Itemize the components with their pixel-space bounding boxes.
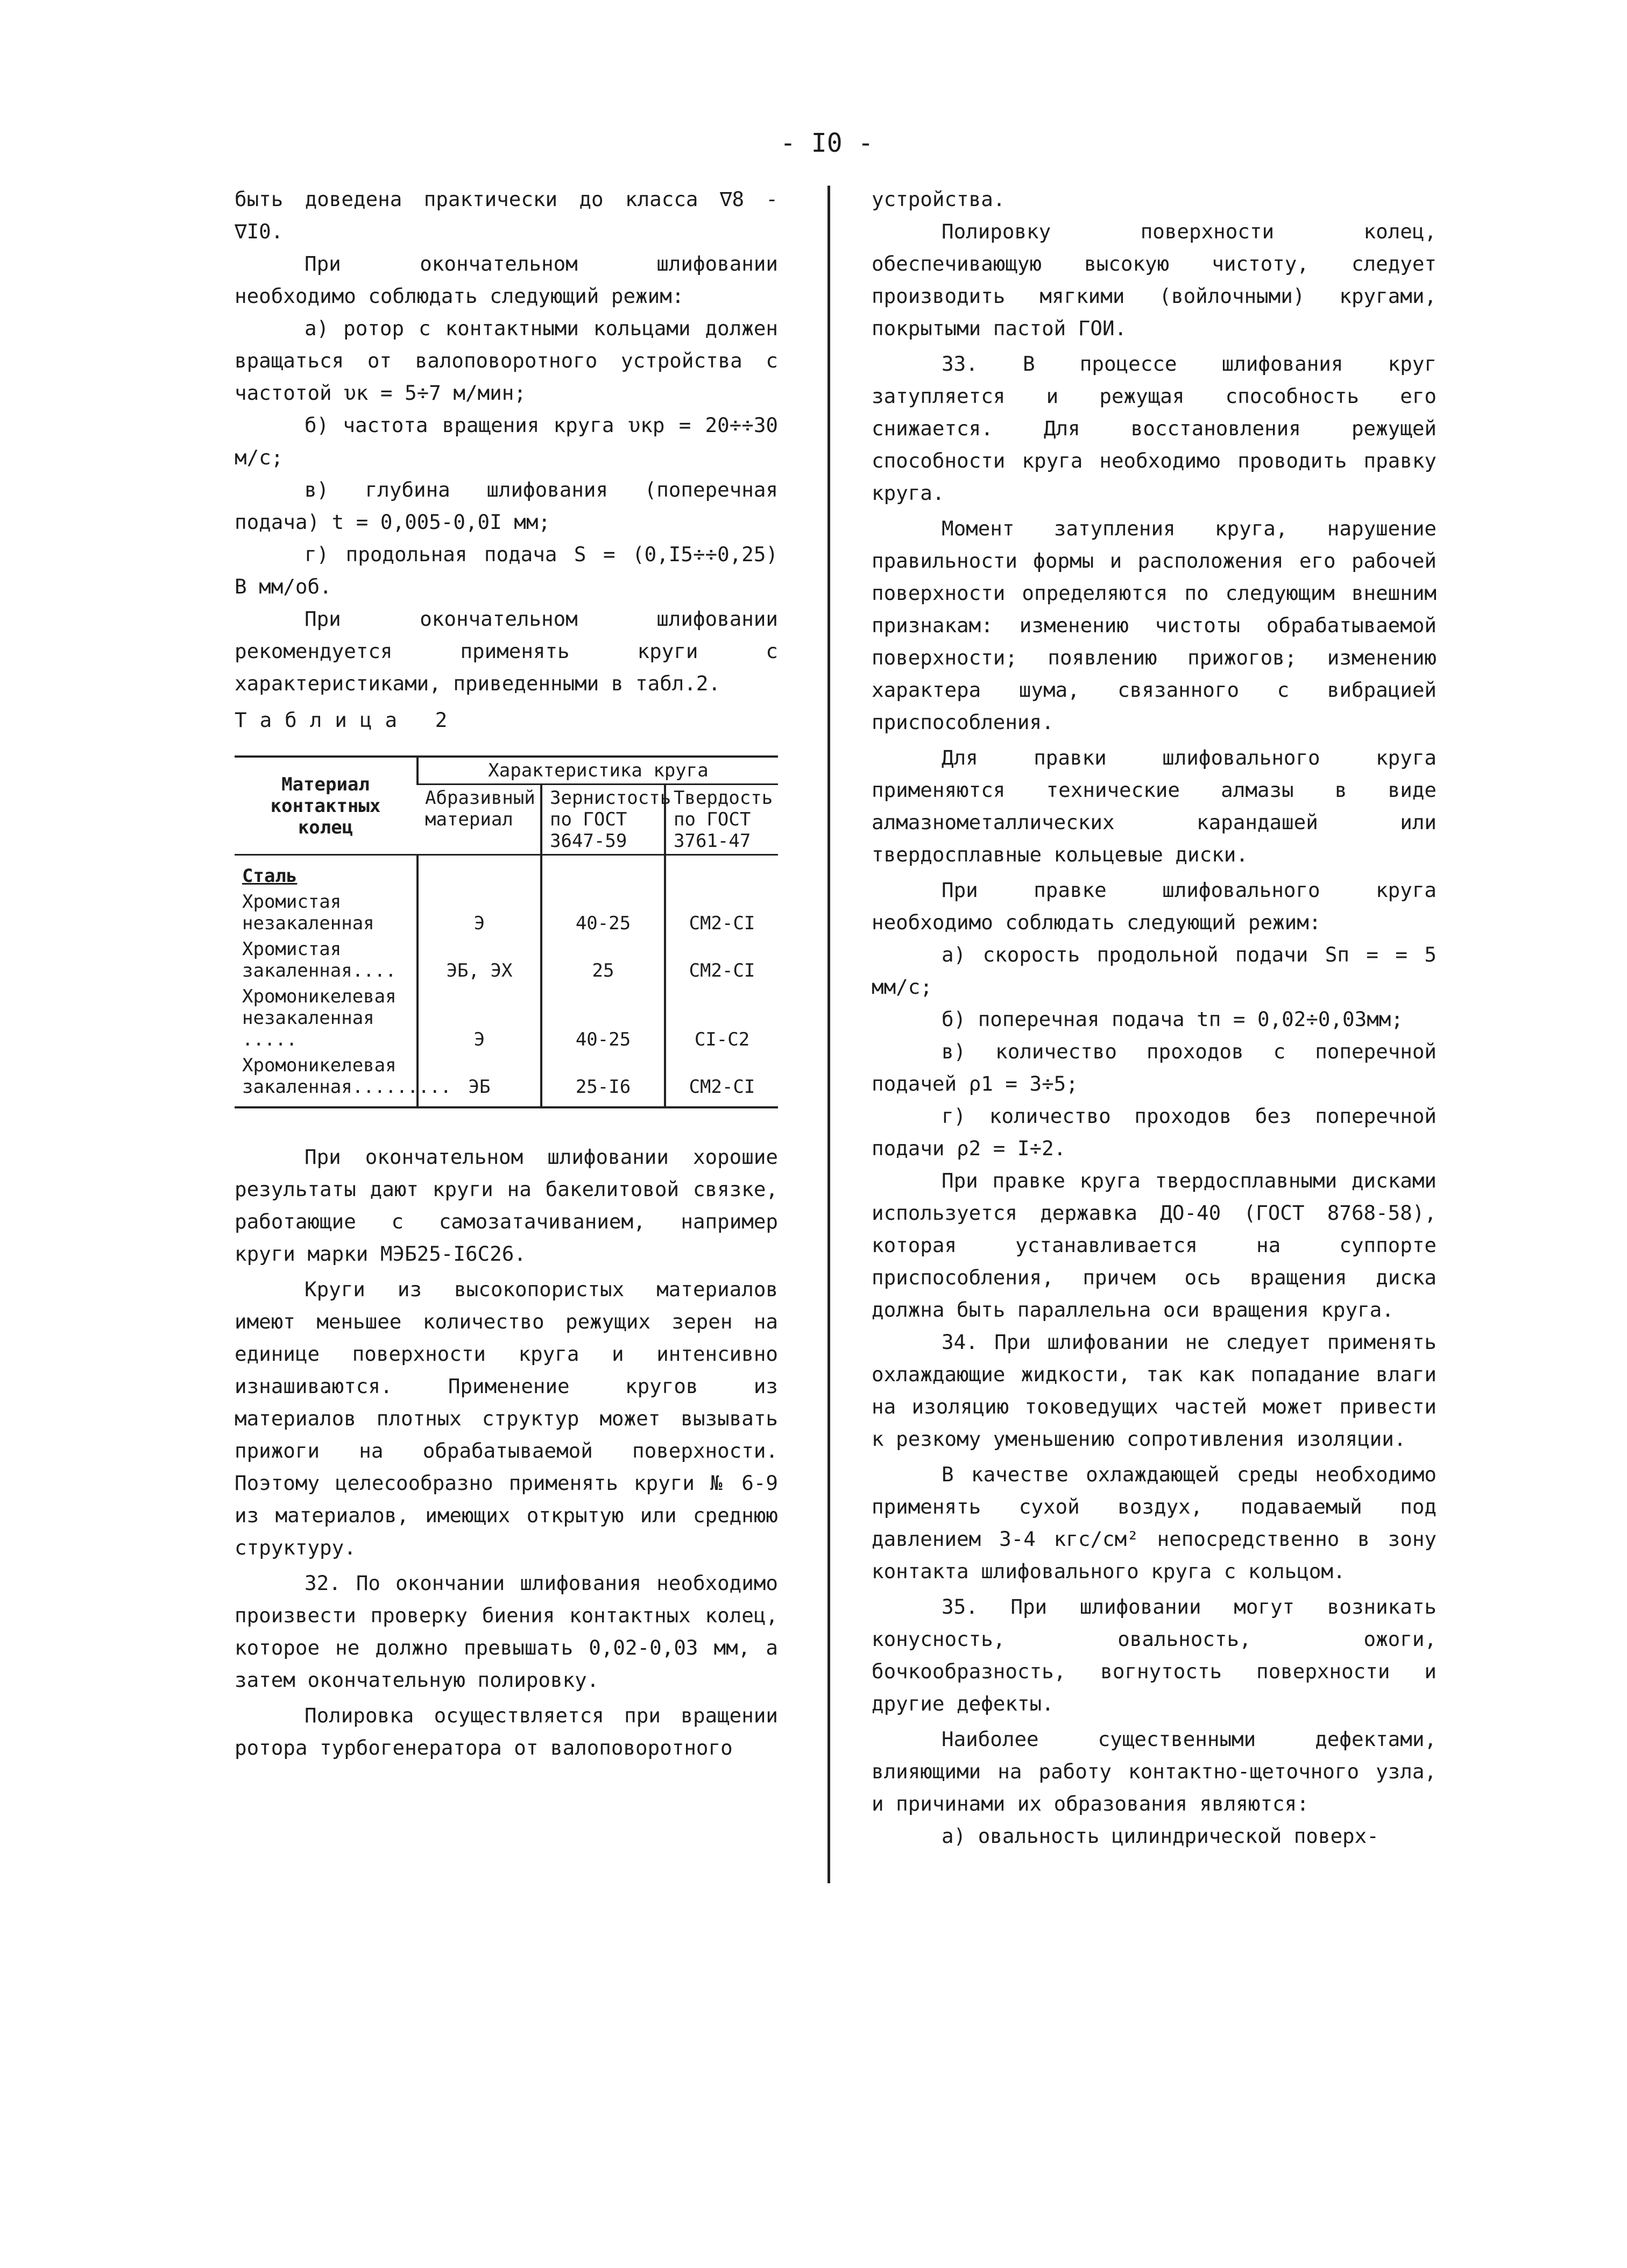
paragraph: а) скорость продольной подачи Sп = = 5 мм/с;: [872, 943, 1437, 999]
paragraph: 33. В процессе шлифования круг затупляется и режущая способность его снижается. Для восстановления режущей способности круга необходимо проводить правку круга.: [872, 352, 1437, 505]
table-section-label: Сталь: [242, 865, 298, 887]
table-row: [235, 936, 778, 984]
table-cell-material: Хромоникелевая незакаленная .....: [242, 986, 397, 1050]
page-number: - I0 -: [780, 128, 874, 158]
paragraph: а) ротор с контактными кольцами должен вращаться от валоповоротного устройства с частотой υк = 5÷7 м/мин;: [235, 316, 778, 405]
table-cell-grain: 25-I6: [541, 1052, 665, 1107]
table-cell-hardness: СМ2-СI: [665, 936, 778, 984]
paragraph: 35. При шлифовании могут возникать конусность, овальность, ожоги, бочкообразность, вогнутость поверхности и другие дефекты.: [872, 1595, 1437, 1715]
paragraph: 34. При шлифовании не следует применять охлаждающие жидкости, так как попадание влаги на изоляцию токоведущих частей может привести к резкому уменьшению сопротивления изоляции.: [872, 1330, 1437, 1451]
table-header-group: Характеристика круга: [418, 757, 778, 785]
paragraph: устройства.: [872, 187, 1006, 211]
table-cell-hardness: СМ2-СI: [665, 889, 778, 936]
paragraph: быть доведена практически до класса ∇8 - ∇I0.: [235, 187, 778, 243]
paragraph: При окончательном шлифовании рекомендуется применять круги с характеристиками, приведенными в табл.2.: [235, 607, 778, 695]
table-row: [235, 1052, 778, 1107]
paragraph: б) частота вращения круга υкр = 20÷÷30 м/с;: [235, 413, 778, 469]
table-cell-abrasive: Э: [418, 984, 541, 1052]
paragraph: в) количество проходов с поперечной подачей ρ1 = 3÷5;: [872, 1040, 1437, 1096]
paragraph: 32. По окончании шлифования необходимо произвести проверку биения контактных колец, которое не должно превышать 0,02-0,03 мм, а затем окончательную полировку.: [235, 1571, 778, 1692]
table-row: [235, 889, 778, 936]
paragraph: б) поперечная подача tп = 0,02÷0,03мм;: [942, 1007, 1403, 1031]
paragraph: в) глубина шлифования (поперечная подача) t = 0,005-0,0I мм;: [235, 478, 778, 534]
table-caption: Таблица 2: [235, 708, 461, 732]
table-cell-abrasive: Э: [418, 889, 541, 936]
paragraph: Полировка осуществляется при вращении ротора турбогенератора от валоповоротного: [235, 1704, 778, 1760]
table-cell-abrasive: ЭБ: [418, 1052, 541, 1107]
table-header-hardness: Твердость по ГОСТ 3761-47: [665, 785, 778, 855]
table-cell-grain: 25: [541, 936, 665, 984]
table-cell-material: Хромоникелевая закаленная.........: [235, 1052, 418, 1107]
wheel-characteristics-table: [235, 755, 778, 1108]
left-column: [235, 183, 778, 1764]
paragraph: При правке круга твердосплавными дисками используется державка ДО-40 (ГОСТ 8768-58), которая устанавливается на суппорте приспособления, причем ось вращения диска должна быть параллельна оси вращения круга.: [872, 1169, 1437, 1322]
table-header-material: Материал контактных колец: [235, 757, 418, 855]
table-cell-hardness: СМ2-СI: [665, 1052, 778, 1107]
paragraph: В качестве охлаждающей среды необходимо применять сухой воздух, подаваемый под давлением 3-4 кгс/см² непосредственно в зону контакта шлифовального круга с кольцом.: [872, 1462, 1437, 1583]
paragraph: При правке шлифовального круга необходимо соблюдать следующий режим:: [872, 878, 1437, 934]
paragraph: При окончательном шлифовании необходимо соблюдать следующий режим:: [235, 252, 778, 308]
paragraph: При окончательном шлифовании хорошие результаты дают круги на бакелитовой связке, работающие с самозатачиванием, например круги марки МЭБ25-I6С26.: [235, 1145, 778, 1266]
table-header-grain: Зернистость по ГОСТ 3647-59: [541, 785, 665, 855]
paragraph: Для правки шлифовального круга применяются технические алмазы в виде алмазнометаллических карандашей или твердосплавные кольцевые диски.: [872, 746, 1437, 866]
paragraph: г) количество проходов без поперечной подачи ρ2 = I÷2.: [872, 1104, 1437, 1160]
paragraph: Момент затупления круга, нарушение правильности формы и расположения его рабочей поверхности определяются по следующим внешним признакам: изменению чистоты обрабатываемой поверхности; появлению прижогов; изменению характера шума, связанного с вибрацией приспособления.: [872, 517, 1437, 734]
paragraph: Полировку поверхности колец, обеспечивающую высокую чистоту, следует производить мягкими (войлочными) кругами, покрытыми пастой ГОИ.: [872, 220, 1437, 340]
right-column: [872, 183, 1437, 1852]
paragraph: Круги из высокопористых материалов имеют меньшее количество режущих зерен на единице поверхности круга и интенсивно изнашиваются. Применение кругов из материалов плотных структур может вызывать прижоги на обрабатываемой поверхности. Поэтому целесообразно применять круги № 6-9 из материалов, имеющих открытую или среднюю структуру.: [235, 1277, 778, 1559]
column-divider: [827, 186, 830, 1883]
table-row: [235, 984, 778, 1052]
table-cell-abrasive: ЭБ, ЭХ: [418, 936, 541, 984]
table-cell-material: Хромистая незакаленная: [242, 891, 374, 934]
paragraph: Наиболее существенными дефектами, влияющими на работу контактно-щеточного узла, и причинами их образования являются:: [872, 1727, 1437, 1815]
table-cell-grain: 40-25: [541, 889, 665, 936]
paragraph: г) продольная подача S = (0,I5÷÷0,25) В мм/об.: [235, 542, 778, 598]
table-cell-hardness: СI-С2: [665, 984, 778, 1052]
table-cell-grain: 40-25: [541, 984, 665, 1052]
table-cell-material: Хромистая закаленная....: [242, 938, 397, 981]
paragraph: а) овальность цилиндрической поверх-: [942, 1824, 1379, 1848]
table-header-abrasive: Абразивный материал: [418, 785, 541, 855]
